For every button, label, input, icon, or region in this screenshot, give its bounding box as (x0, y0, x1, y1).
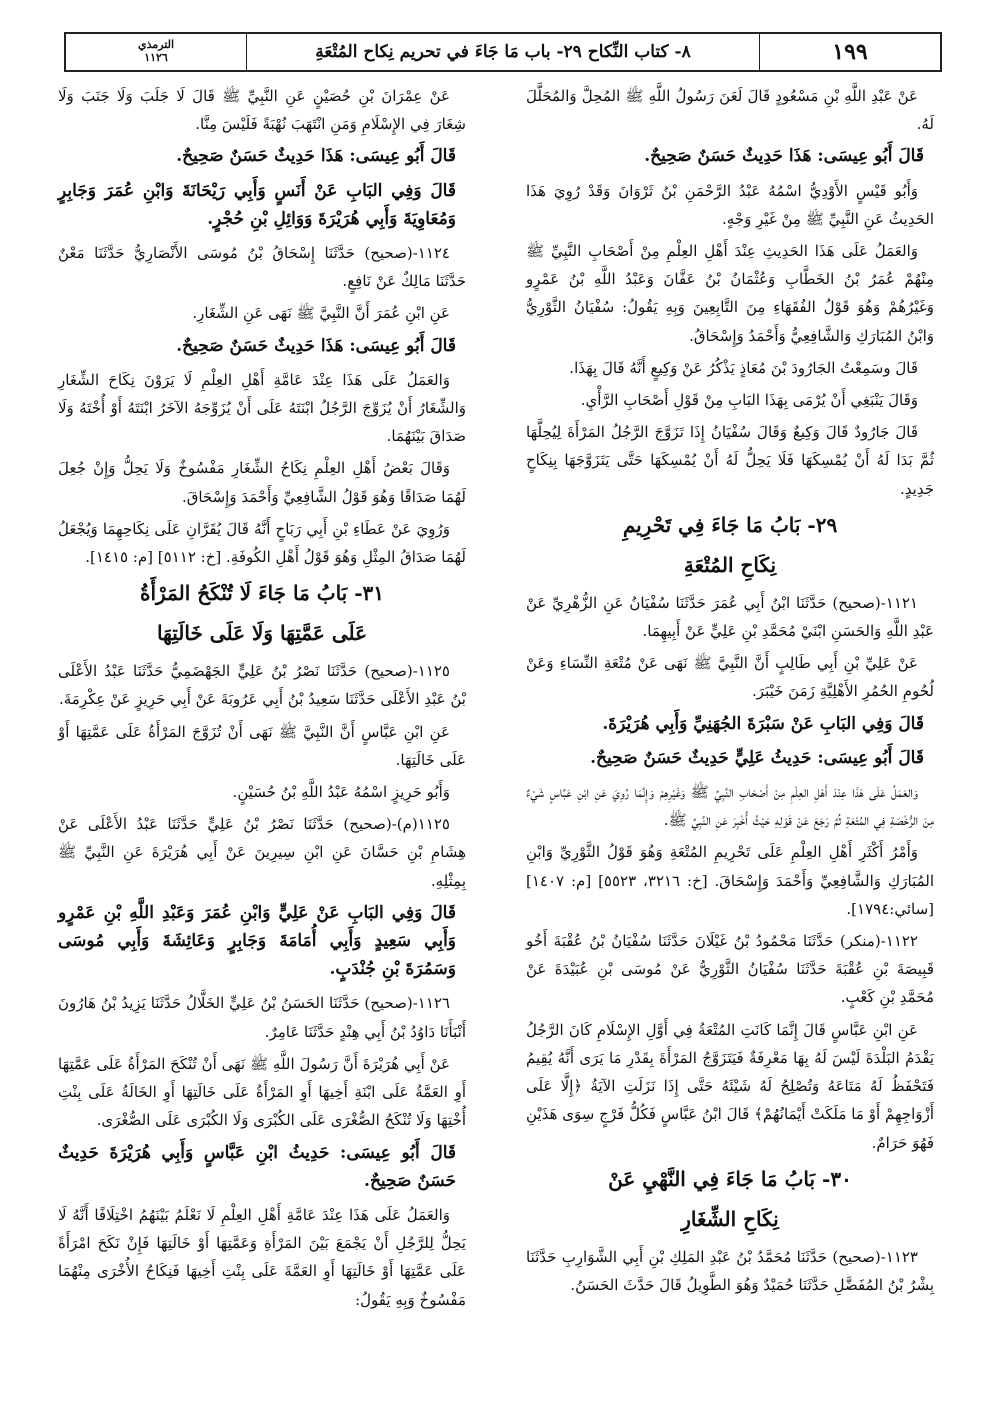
hadith-reference (66, 34, 246, 70)
paragraph: ١١٢٦-(صحيح) حَدَّثَنَا الحَسَنُ بْنُ عَلِيٍّ الخَلَّالُ حَدَّثَنَا يَزِيدُ بْنُ هَارُونَ أَنْبَأَنَا دَاوُدُ بْنُ أَبِي هِنْدٍ حَدَّثَنَا عَامِرٌ. (58, 994, 466, 1041)
paragraph: وَرُوِيَ عَنْ عَطَاءِ بْنِ أَبِي رَبَاحٍ أَنَّهُ قَالَ يُقَرَّانِ عَلَى نِكَاحِهِمَا وَيُجْعَلُ لَهُمَا صَدَاقُ المِثْلِ وَهُوَ قَوْلُ أَهْلِ الكُوفَةِ. [خ: ٥١١٢] [م: ١٤١٥]. (58, 519, 466, 567)
paragraph: عَنْ عَلِيِّ بْنِ أَبِي طَالِبٍ أَنَّ النَّبِيَّ ﷺ نَهَى عَنْ مُتْعَةِ النِّسَاءِ وَعَنْ لُحُومِ الحُمُرِ الأَهْلِيَّةِ زَمَنَ خَيْبَرَ. (526, 654, 934, 701)
left-column (58, 82, 466, 1318)
paragraph: وَالعَمَلُ عَلَى هَذَا عِنْدَ عَامَّةِ أَهْلِ العِلْمِ لَا يَرَوْنَ نِكَاحَ الشِّغَارِ وَالشِّغَارُ أَنْ يُزَوِّجَ الرَّجُلُ ابْنَتَهُ عَلَى أَنْ يُزَوِّجَهُ الآخَرُ ابْنَتَهُ أَوْ أُخْتَهُ وَلَا صَدَاقَ بَيْنَهُمَا. (58, 370, 466, 446)
chapter-heading: ٢٩- بَابُ مَا جَاءَ فِي تَحْرِيمِ (622, 512, 838, 537)
paragraph: ١١٢٣-(صحيح) حَدَّثَنَا مُحَمَّدُ بْنُ عَبْدِ المَلِكِ بْنِ أَبِي الشَّوَارِبِ حَدَّثَنَا بِشْرُ بْنُ المُفَضَّلِ حَدَّثَنَا حُمَيْدٌ وَهُوَ الطَّوِيلُ قَالَ حَدَّثَ الحَسَنُ. (526, 1247, 934, 1294)
paragraph: ١١٢٥-(صحيح) حَدَّثَنَا نَصْرُ بْنُ عَلِيٍّ الجَهْضَمِيُّ حَدَّثَنَا عَبْدُ الأَعْلَى بْنُ عَبْدِ الأَعْلَى حَدَّثَنَا سَعِيدُ بْنُ أَبِي عَرُوبَةَ عَنْ أَبِي حَرِيزٍ عَنْ عِكْرِمَةَ. (58, 662, 466, 709)
paragraph: عَنْ أَبِي هُرَيْرَةَ أَنَّ رَسُولَ اللَّهِ ﷺ نَهَى أَنْ تُنْكَحَ المَرْأَةُ عَلَى عَمَّتِهَا أَوِ العَمَّةُ عَلَى ابْنَةِ أَخِيهَا أَوِ المَرْأَةُ عَلَى خَالَتِهَا أَوِ الخَالَةُ عَلَى بِنْتِ أُخْتِهَا وَلَا تُنْكَحُ الصُّغْرَى عَلَى الكُبْرَى وَلَا الكُبْرَى عَلَى الصُّغْرَى. (58, 1054, 466, 1130)
commentary-line: قَالَ وَفِي البَابِ عَنْ عَلِيٍّ وَابْنِ عُمَرَ وَعَبْدِ اللَّهِ بْنِ عَمْرٍو وَأَبِي سَعِيدٍ وَأَبِي أُمَامَةَ وَجَابِرٍ وَعَائِشَةَ وَأَبِي مُوسَى وَسَمُرَةَ بْنِ جُنْدَبٍ. (58, 902, 456, 980)
paragraph: ١١٢٢-(منكر) حَدَّثَنَا مَحْمُودُ بْنُ غَيْلَانَ حَدَّثَنَا سُفْيَانُ بْنُ عُقْبَةَ أَخُو قَبِيصَةَ بْنِ عُقْبَةَ حَدَّثَنَا سُفْيَانُ الثَّوْرِيُّ عَنْ مُوسَى بْنِ عُبَيْدَةَ عَنْ مُحَمَّدِ بْنِ كَعْبٍ. (526, 932, 934, 1007)
reference-label: الترمذي (137, 38, 175, 52)
paragraph: وَالعَمَلُ عَلَى هَذَا عِنْدَ عَامَّةِ أَهْلِ العِلْمِ لَا نَعْلَمُ بَيْنَهُمُ اخْتِلَافًا أَنَّهُ لَا يَحِلُّ لِلرَّجُلِ أَنْ يَجْمَعَ بَيْنَ المَرْأَةِ وَعَمَّتِهَا أَوْ خَالَتِهَا فَإِنْ نَكَحَ امْرَأَةً عَلَى عَمَّتِهَا أَوْ خَالَتِهَا أَوِ العَمَّةَ عَلَى بِنْتِ أَخِيهَا فَنِكَاحُ الأُخْرَى مِنْهُمَا مَفْسُوخٌ وَبِهِ يَقُولُ: (58, 1205, 466, 1309)
page-number: ١٩٩ (759, 34, 940, 70)
chapter-heading: نِكَاحِ المُتْعَةِ (683, 552, 777, 577)
paragraph: ١١٢٥(م)-(صحيح) حَدَّثَنَا نَصْرُ بْنُ عَلِيٍّ حَدَّثَنَا عَبْدُ الأَعْلَى عَنْ هِشَامِ بْنِ حَسَّانَ عَنِ ابْنِ سِيرِينَ عَنْ أَبِي هُرَيْرَةَ عَنِ النَّبِيِّ ﷺ بِمِثْلِهِ. (58, 815, 466, 890)
paragraph: وَالعَمَلُ عَلَى هَذَا الحَدِيثِ عِنْدَ أَهْلِ العِلْمِ مِنْ أَصْحَابِ النَّبِيِّ ﷺ مِنْهُمْ عُمَرُ بْنُ الخَطَّابِ وَعُثْمَانُ بْنُ عَفَّانَ وَعَبْدُ اللَّهِ بْنُ عَمْرٍو وَغَيْرُهُمْ وَهُوَ قَوْلُ الفُقَهَاءِ مِنَ التَّابِعِينَ وَبِهِ يَقُولُ: سُفْيَانُ الثَّوْرِيُّ وَابْنُ المُبَارَكِ وَالشَّافِعِيُّ وَأَحْمَدُ وَإِسْحَاقُ. (526, 242, 934, 345)
commentary-line: قَالَ أَبُو عِيسَى: حَدِيثُ عَلِيٍّ حَدِيثٌ حَسَنٌ صَحِيحٌ. (590, 747, 924, 768)
paragraph: عَنِ ابْنِ عَبَّاسٍ أَنَّ النَّبِيَّ ﷺ نَهَى أَنْ تُزَوَّجَ المَرْأَةُ عَلَى عَمَّتِهَا أَوْ عَلَى خَالَتِهَا. (58, 722, 466, 769)
commentary-line: قَالَ أَبُو عِيسَى: حَدِيثُ ابْنِ عَبَّاسٍ وَأَبِي هُرَيْرَةَ حَدِيثٌ حَسَنٌ صَحِيحٌ. (58, 1142, 456, 1191)
commentary-line: قَالَ أَبُو عِيسَى: هَذَا حَدِيثٌ حَسَنٌ صَحِيحٌ. (644, 146, 924, 167)
commentary-line: قَالَ أَبُو عِيسَى: هَذَا حَدِيثٌ حَسَنٌ صَحِيحٌ. (176, 146, 456, 167)
chapter-heading: ٣٠- بَابُ مَا جَاءَ فِي النَّهْيِ عَنْ (608, 1166, 852, 1191)
commentary-line: قَالَ وَفِي البَابِ عَنْ أَنَسٍ وَأَبِي رَيْحَانَةَ وَابْنِ عُمَرَ وَجَابِرٍ وَمُعَاوِيَةَ وَأَبِي هُرَيْرَةَ وَوَائِلِ بْنِ حُجْرٍ. (58, 180, 456, 229)
paragraph: عَنْ عِمْرَانَ بْنِ حُصَيْنٍ عَنِ النَّبِيِّ ﷺ قَالَ لَا جَلَبَ وَلَا جَنَبَ وَلَا شِغَارَ فِي الإِسْلَامِ وَمَنِ انْتَهَبَ نُهْبَةً فَلَيْسَ مِنَّا. (58, 87, 466, 134)
paragraph: وَأَمْرُ أَكْثَرِ أَهْلِ العِلْمِ عَلَى تَحْرِيمِ المُتْعَةِ وَهُوَ قَوْلُ الثَّوْرِيِّ وَابْنِ المُبَارَكِ وَالشَّافِعِيِّ وَأَحْمَدَ وَإِسْحَاقَ. [خ: ٣٢١٦، ٥٥٢٣] [م: ١٤٠٧] [سائي:١٧٩٤]. (526, 843, 934, 918)
paragraph: وَقَالَ بَعْضُ أَهْلِ العِلْمِ نِكَاحُ الشِّغَارِ مَفْسُوخٌ وَلَا يَحِلُّ وَإِنْ جُعِلَ لَهُمَا صَدَاقًا وَهُوَ قَوْلُ الشَّافِعِيِّ وَأَحْمَدَ وَإِسْحَاقَ. (58, 459, 466, 506)
paragraph: وَأَبُو قَيْسٍ الأَوْدِيُّ اسْمُهُ عَبْدُ الرَّحْمَنِ بْنُ ثَرْوَانَ وَقَدْ رُوِيَ هَذَا الحَدِيثُ عَنِ النَّبِيِّ ﷺ مِنْ غَيْرِ وَجْهٍ. (526, 181, 934, 228)
paragraph: ١١٢٤-(صحيح) حَدَّثَنَا إِسْحَاقُ بْنُ مُوسَى الأَنْصَارِيُّ حَدَّثَنَا مَعْنٌ حَدَّثَنَا مَالِكٌ عَنْ نَافِعٍ. (58, 244, 466, 291)
paragraph: عَنِ ابْنِ عَبَّاسٍ قَالَ إِنَّمَا كَانَتِ المُتْعَةُ فِي أَوَّلِ الإِسْلَامِ كَانَ الرَّجُلُ يَقْدَمُ البَلْدَةَ لَيْسَ لَهُ بِهَا مَعْرِفَةٌ فَيَتَزَوَّجُ المَرْأَةَ بِقَدْرِ مَا يَرَى أَنَّهُ يُقِيمُ فَتَحْفَظُ لَهُ مَتَاعَهُ وَتُصْلِحُ لَهُ شَيْئَهُ حَتَّى إِذَا نَزَلَتِ الآيَةُ ﴿إِلَّا عَلَى أَزْوَاجِهِمْ أَوْ مَا مَلَكَتْ أَيْمَانُهُمْ﴾ قَالَ ابْنُ عَبَّاسٍ فَكُلُّ فَرْجٍ سِوَى هَذَيْنِ فَهُوَ حَرَامٌ. (526, 1020, 934, 1152)
paragraph: وَقَالَ يَنْبَغِي أَنْ يُرْمَى بِهَذَا البَابِ مِنْ قَوْلِ أَصْحَابِ الرَّأْيِ. (580, 391, 918, 410)
commentary-line: قَالَ وَفِي البَابِ عَنْ سَبْرَةَ الجُهَنِيِّ وَأَبِي هُرَيْرَةَ. (602, 713, 924, 734)
commentary-line: قَالَ أَبُو عِيسَى: هَذَا حَدِيثٌ حَسَنٌ صَحِيحٌ. (176, 335, 456, 356)
chapter-heading: ٣١- بَابُ مَا جَاءَ لَا تُنْكَحُ المَرْأَةُ (140, 581, 384, 606)
chapter-heading: نِكَاحِ الشِّغَارِ (681, 1206, 779, 1231)
paragraph: وَأَبُو حَرِيزٍ اسْمُهُ عَبْدُ اللَّهِ بْنُ حُسَيْنٍ. (232, 783, 450, 802)
paragraph: عَنْ عَبْدِ اللَّهِ بْنِ مَسْعُودٍ قَالَ لَعَنَ رَسُولُ اللَّهِ ﷺ المُحِلَّ وَالمُحَلَّلَ لَهُ. (526, 87, 934, 134)
paragraph: وَالعَمَلُ عَلَى هَذَا عِنْدَ أَهْلِ العِلْمِ مِنْ أَصْحَابِ النَّبِيِّ ﷺ وَغَيْرِهِمْ وَإِنَّمَا رُوِيَ عَنِ ابْنِ عَبَّاسٍ شَيْءٌ مِنَ الرُّخْصَةِ فِي المُتْعَةِ ثُمَّ رَجَعَ عَنْ قَوْلِهِ حَيْثُ أُخْبِرَ عَنِ النَّبِيِّ ﷺ. (526, 783, 934, 830)
running-title: ٨- كتاب النِّكاح ٢٩- باب مَا جَاءَ في تحريم نِكاح المُتْعَةِ (246, 34, 759, 70)
paragraph: عَنِ ابْنِ عُمَرَ أَنَّ النَّبِيَّ ﷺ نَهَى عَنِ الشِّغَارِ. (192, 304, 450, 323)
paragraph: قَالَ جَارُودٌ قَالَ وَكِيعٌ وَقَالَ سُفْيَانُ إِذَا تَزَوَّجَ الرَّجُلُ المَرْأَةَ لِيُحِلَّهَا ثُمَّ بَدَا لَهُ أَنْ يُمْسِكَهَا فَلَا يَحِلُّ لَهُ أَنْ يُمْسِكَهَا حَتَّى يَتَزَوَّجَهَا بِنِكَاحٍ جَدِيدٍ. (526, 423, 934, 498)
paragraph: ١١٢١-(صحيح) حَدَّثَنَا ابْنُ أَبِي عُمَرَ حَدَّثَنَا سُفْيَانُ عَنِ الزُّهْرِيِّ عَنْ عَبْدِ اللَّهِ وَالحَسَنِ ابْنَيْ مُحَمَّدِ بْنِ عَلِيٍّ عَنْ أَبِيهِمَا. (526, 593, 934, 641)
chapter-heading: عَلَى عَمَّتِهَا وَلَا عَلَى خَالَتِهَا (156, 621, 368, 646)
paragraph: قَالَ وسَمِعْتُ الجَارُودَ بْنَ مُعَاذٍ يَذْكُرُ عَنْ وَكِيعٍ أَنَّهُ قَالَ بِهَذَا. (569, 358, 918, 377)
right-column (526, 82, 934, 1303)
page-header (64, 32, 942, 72)
reference-number: ١١٢٦ (144, 51, 168, 64)
